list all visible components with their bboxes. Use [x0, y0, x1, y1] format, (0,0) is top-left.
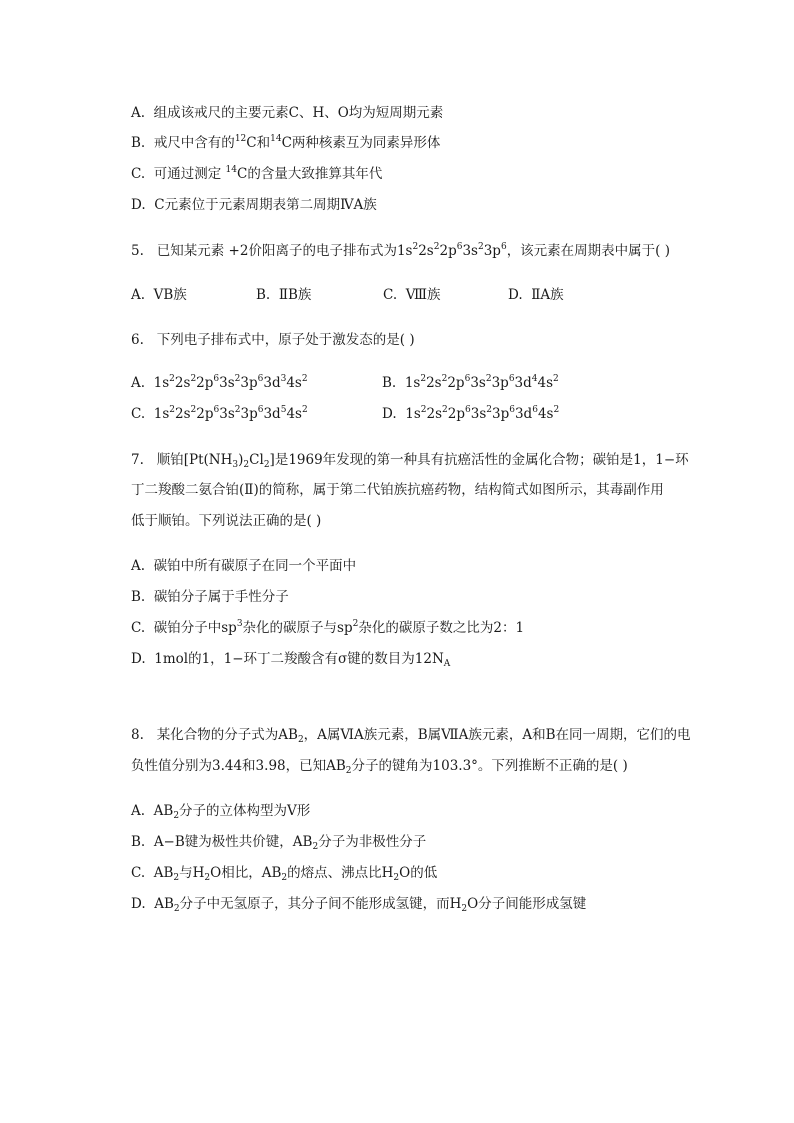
q4-option-b: B. 戒尺中含有的$^{12}$C和$^{14}$C两种核素互为同素异形体 [131, 134, 441, 151]
q5-option-d: D. ⅡA族 [508, 287, 564, 303]
q6-options-ab [131, 373, 559, 393]
q7-option-a: A. 碳铂中所有碳原子在同一个平面中 [131, 558, 357, 574]
q6-option-b: B. $1s^22s^22p^63s^23p^63d^44s^2$ [382, 374, 559, 391]
q8-option-b: B. A−B键为极性共价键，$AB_2$分子为非极性分子 [131, 834, 427, 852]
q4-option-c: C. 可通过测定 $^{14}$C的含量大致推算其年代 [131, 165, 383, 182]
q6-option-a: A. $1s^22s^22p^63s^23p^63d^34s^2$ [131, 374, 308, 391]
q7-stem-line-1: 7. 顺铂$[Pt(NH_3)_2Cl_2]$是1969年发现的第一种具有抗癌活性的金属化合物；碳铂是1，1−环 [131, 452, 689, 470]
q4-option-d: D. C元素位于元素周期表第二周期ⅣA族 [131, 197, 377, 213]
q7-stem-line-3: 低于顺铂。下列说法正确的是( ) [131, 513, 322, 529]
q7-option-c: C. 碳铂分子中$sp^3$杂化的碳原子与$sp^2$杂化的碳原子数之比为2：1 [131, 619, 525, 636]
q8-stem-line-2: 负性值分别为3.44和3.98，已知$AB_2$分子的键角为103.3°。下列推断不正确的是( ) [131, 758, 628, 776]
q6-option-d: D. $1s^22s^22p^63s^23p^63d^64s^2$ [382, 405, 560, 422]
q6-option-c: C. $1s^22s^22p^63s^23p^63d^54s^2$ [131, 405, 308, 422]
q5-option-a: A. ⅤB族 [131, 287, 187, 303]
q7-option-d: D. 1mol的1，1−环丁二羧酸含有σ键的数目为$12N_A$ [131, 651, 451, 669]
q8-option-c: C. $AB_2$与$H_2O$相比，$AB_2$的熔点、沸点比$H_2O$的低 [131, 865, 438, 883]
q5-option-b: B. ⅡB族 [256, 287, 312, 303]
q6-stem: 6. 下列电子排布式中，原子处于激发态的是( ) [131, 332, 415, 348]
q7-option-b: B. 碳铂分子属于手性分子 [131, 589, 289, 605]
q8-option-d: D. $AB_2$分子中无氢原子，其分子间不能形成氢键，而$H_2O$分子间能形成氢键 [131, 896, 587, 914]
q7-stem-line-2: 丁二羧酸二氨合铂(Ⅱ)的简称，属于第二代铂族抗癌药物，结构简式如图所示，其毒副作用 [131, 482, 664, 498]
q8-option-a: A. $AB_2$分子的立体构型为V形 [131, 803, 311, 821]
q5-stem: 5. 已知某元素 +2价阳离子的电子排布式为$1s^22s^22p^63s^23p^6$，该元素在周期表中属于( ) [131, 242, 671, 259]
q8-stem-line-1: 8. 某化合物的分子式为$AB_2$，A属ⅥA族元素，B属ⅦA族元素，A和B在同一周期，它们的电 [131, 727, 691, 745]
q4-option-a: A. 组成该戒尺的主要元素C、H、O均为短周期元素 [131, 105, 444, 121]
q6-options-cd [131, 404, 559, 424]
q5-option-c: C. Ⅷ族 [383, 287, 441, 303]
q5-options [131, 285, 564, 305]
